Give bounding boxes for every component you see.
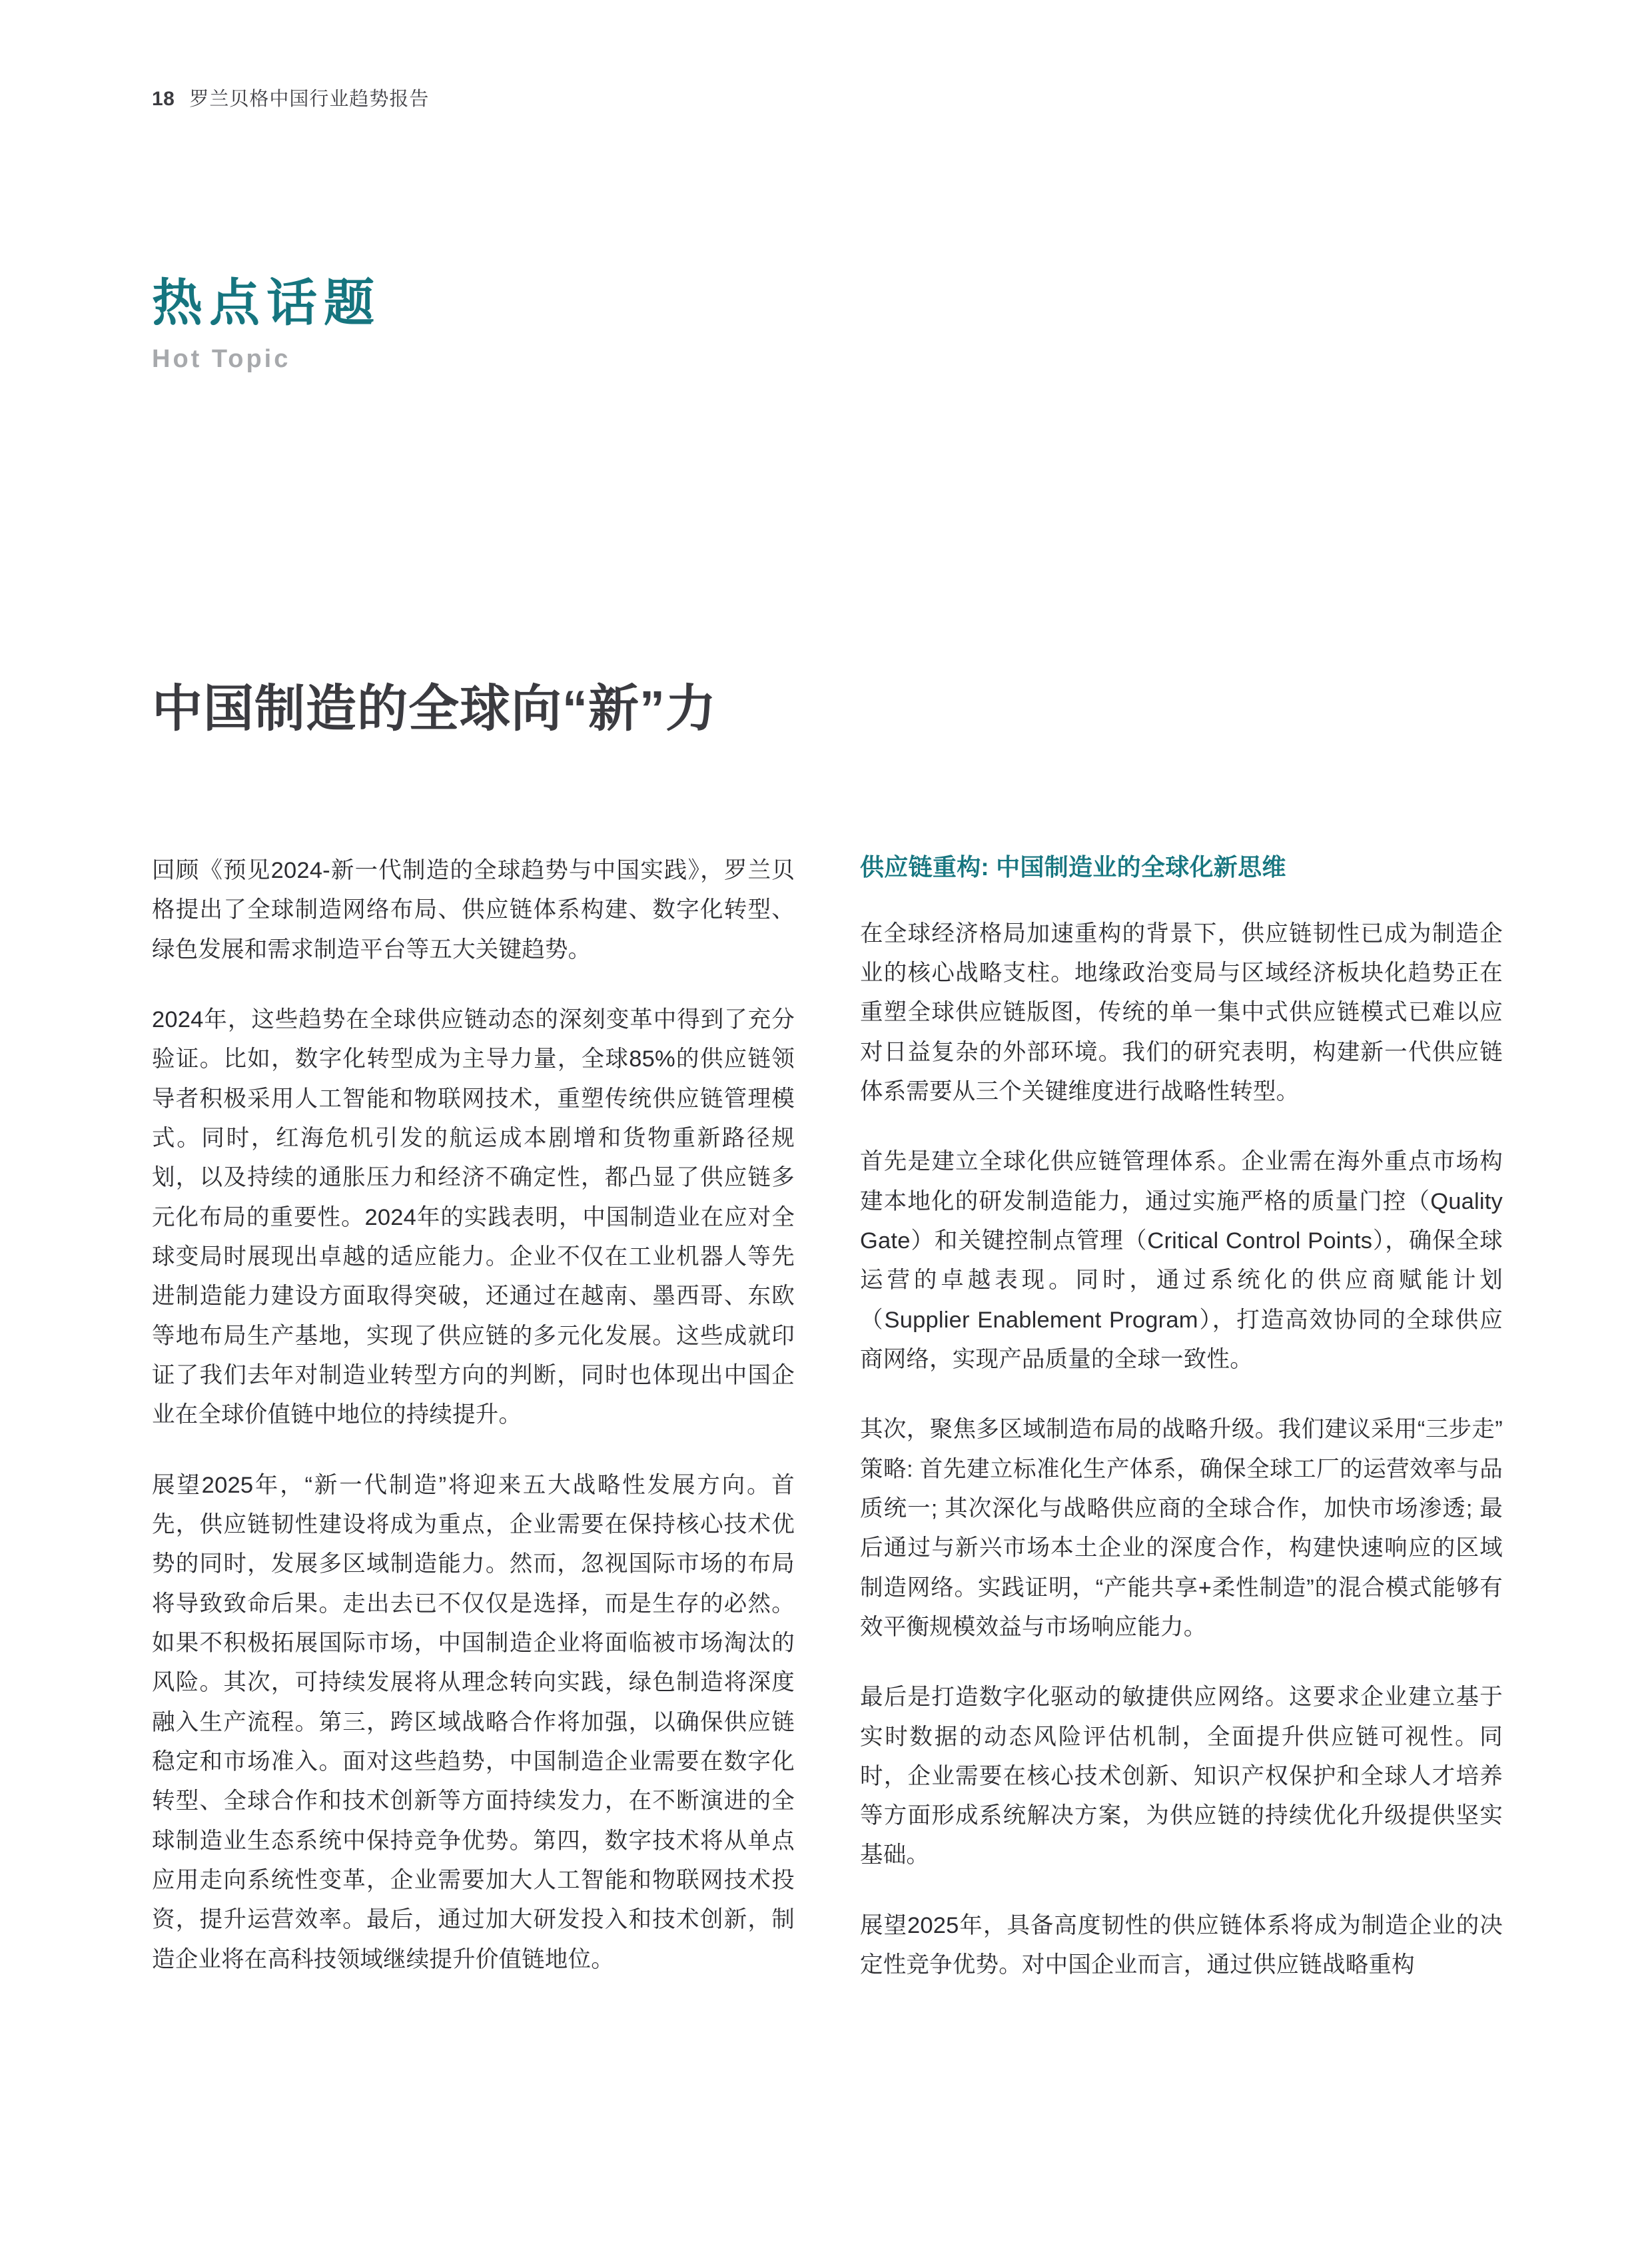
paragraph: 其次，聚焦多区域制造布局的战略升级。我们建议采用“三步走”策略: 首先建立标准化生产体系，确保全球工厂的运营效率与品质统一; 其次深化与战略供应商的全球合作，加快市场渗透; 最后通过与新兴市场本土企业的深度合作，构建快速响应的区域制造网络。实践证明，“产能共享+柔性制造”的混合模式能够有效平衡规模效益与市场响应能力。 <box>860 1417 1503 1640</box>
paragraph: 展望2025年，具备高度韧性的供应链体系将成为制造企业的决定性竞争优势。对中国企业而言，通过供应链战略重构 <box>860 1912 1503 1978</box>
paragraph: 回顾《预见2024-新一代制造的全球趋势与中国实践》，罗兰贝格提出了全球制造网络布局、供应链体系构建、数字化转型、绿色发展和需求制造平台等五大关键趋势。 <box>152 858 795 962</box>
section-title-en: Hot Topic <box>152 345 291 373</box>
body-columns <box>152 851 1503 1985</box>
paragraph: 展望2025年，“新一代制造”将迎来五大战略性发展方向。首先，供应链韧性建设将成为重点，企业需要在保持核心技术优势的同时，发展多区域制造能力。然而，忽视国际市场的布局将导致致命后果。走出去已不仅仅是选择，而是生存的必然。如果不积极拓展国际市场，中国制造企业将面临被市场淘汰的风险。其次，可持续发展将从理念转向实践，绿色制造将深度融入生产流程。第三，跨区域战略合作将加强，以确保供应链稳定和市场准入。面对这些趋势，中国制造企业需要在数字化转型、全球合作和技术创新等方面持续发力，在不断演进的全球制造业生态系统中保持竞争优势。第四，数字技术将从单点应用走向系统性变革，企业需要加大人工智能和物联网技术投资，提升运营效率。最后，通过加大研发投入和技术创新，制造企业将在高科技领域继续提升价值链地位。 <box>152 1472 795 1972</box>
paragraph: 2024年，这些趋势在全球供应链动态的深刻变革中得到了充分验证。比如，数字化转型成为主导力量，全球85%的供应链领导者积极采用人工智能和物联网技术，重塑传统供应链管理模式。同时，红海危机引发的航运成本剧增和货物重新路径规划，以及持续的通胀压力和经济不确定性，都凸显了供应链多元化布局的重要性。2024年的实践表明，中国制造业在应对全球变局时展现出卓越的适应能力。企业不仅在工业机器人等先进制造能力建设方面取得突破，还通过在越南、墨西哥、东欧等地布局生产基地，实现了供应链的多元化发展。这些成就印证了我们去年对制造业转型方向的判断，同时也体现出中国企业在全球价值链中地位的持续提升。 <box>152 1006 795 1428</box>
publication-title: 罗兰贝格中国行业趋势报告 <box>189 89 430 110</box>
page-number: 18 <box>152 88 175 110</box>
paragraph: 首先是建立全球化供应链管理体系。企业需在海外重点市场构建本地化的研发制造能力，通过实施严格的质量门控（Quality Gate）和关键控制点管理（Critical Control Points），确保全球运营的卓越表现。同时，通过系统化的供应商赋能计划（Supplier Enablement Program），打造高效协同的全球供应商网络，实现产品质量的全球一致性。 <box>860 1149 1503 1372</box>
section-heading-block <box>152 275 381 373</box>
right-column <box>860 851 1503 1985</box>
running-head <box>152 84 429 111</box>
subsection-heading: 供应链重构: 中国制造业的全球化新思维 <box>860 853 1286 881</box>
left-column <box>152 851 795 1985</box>
section-title-cn: 热点话题 <box>152 275 381 332</box>
paragraph: 在全球经济格局加速重构的背景下，供应链韧性已成为制造企业的核心战略支柱。地缘政治变局与区域经济板块化趋势正在重塑全球供应链版图，传统的单一集中式供应链模式已难以应对日益复杂的外部环境。我们的研究表明，构建新一代供应链体系需要从三个关键维度进行战略性转型。 <box>860 921 1503 1104</box>
article-headline: 中国制造的全球向“新”力 <box>152 681 717 737</box>
paragraph: 最后是打造数字化驱动的敏捷供应网络。这要求企业建立基于实时数据的动态风险评估机制，全面提升供应链可视性。同时，企业需要在核心技术创新、知识产权保护和全球人才培养等方面形成系统解决方案，为供应链的持续优化升级提供坚实基础。 <box>860 1684 1503 1868</box>
